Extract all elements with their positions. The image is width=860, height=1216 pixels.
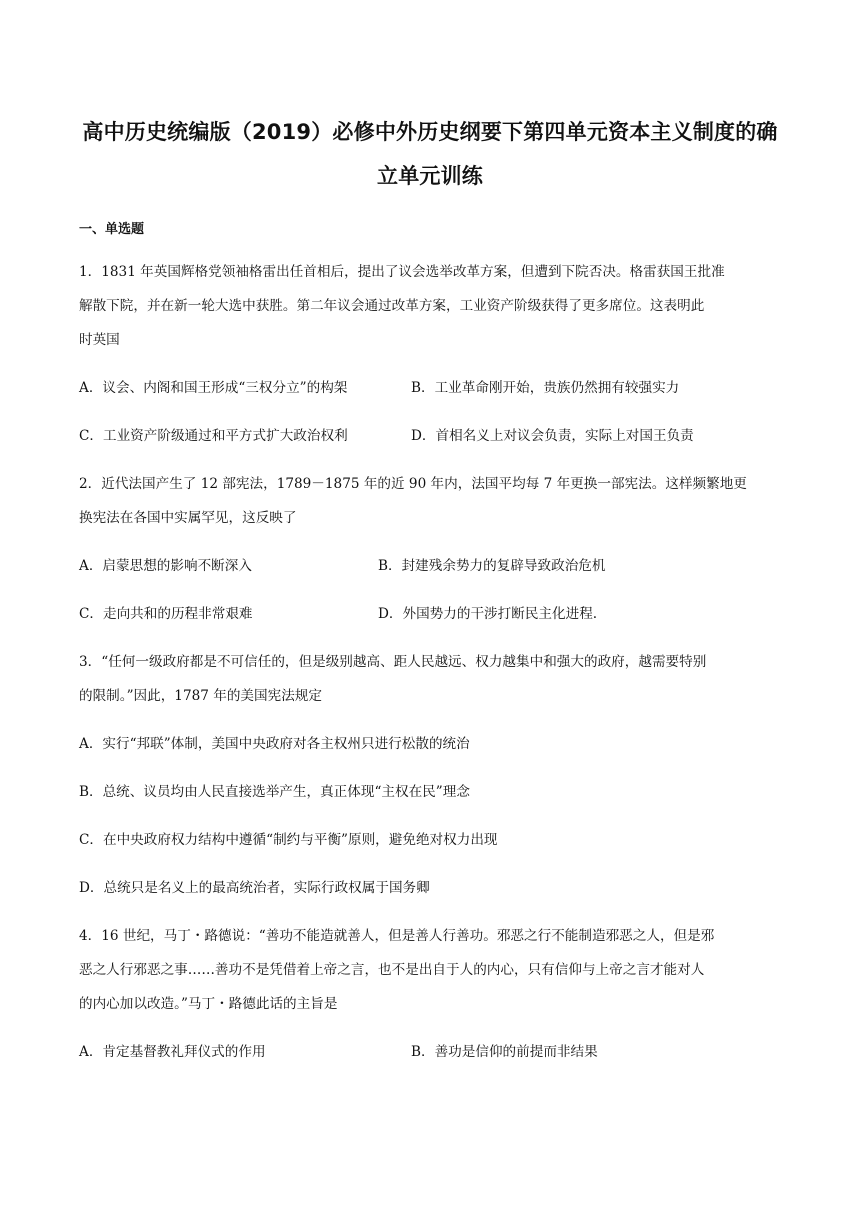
question-2-option-d[interactable]: D．外国势力的干涉打断民主化进程.: [378, 606, 598, 622]
question-1-line-1: 1．1831 年英国辉格党领袖格雷出任首相后，提出了议会选举改革方案，但遭到下院否决。格雷获国王批准: [79, 264, 725, 280]
question-1-option-b[interactable]: B．工业革命刚开始，贵族仍然拥有较强实力: [411, 380, 680, 396]
question-1-option-a[interactable]: A．议会、内阁和国王形成“三权分立”的构架: [79, 380, 348, 396]
section-heading: 一、单选题: [79, 222, 145, 237]
question-4-line-1: 4．16 世纪，马丁・路德说：“善功不能造就善人，但是善人行善功。邪恶之行不能制造邪恶之人，但是邪: [79, 928, 715, 944]
question-4-option-b[interactable]: B．善功是信仰的前提而非结果: [411, 1044, 598, 1060]
question-1-option-c[interactable]: C．工业资产阶级通过和平方式扩大政治权利: [79, 428, 348, 444]
question-3-option-d[interactable]: D．总统只是名义上的最高统治者，实际行政权属于国务卿: [79, 880, 430, 896]
question-2-option-a[interactable]: A．启蒙思想的影响不断深入: [79, 558, 252, 574]
question-1-option-d[interactable]: D．首相名义上对议会负责，实际上对国王负责: [411, 428, 694, 444]
question-3-option-c[interactable]: C．在中央政府权力结构中遵循“制约与平衡”原则，避免绝对权力出现: [79, 832, 498, 848]
question-3-line-1: 3．“任何一级政府都是不可信任的，但是级别越高、距人民越远、权力越集中和强大的政府，越需要特别: [79, 654, 707, 670]
question-3-line-2: 的限制。”因此，1787 年的美国宪法规定: [79, 688, 322, 704]
question-1-line-3: 时英国: [79, 332, 120, 348]
question-1-line-2: 解散下院，并在新一轮大选中获胜。第二年议会通过改革方案，工业资产阶级获得了更多席位。这表明此: [79, 298, 705, 314]
question-4-line-3: 的内心加以改造。”马丁・路德此话的主旨是: [79, 996, 338, 1012]
question-4-option-a[interactable]: A．肯定基督教礼拜仪式的作用: [79, 1044, 266, 1060]
question-2-line-2: 换宪法在各国中实属罕见，这反映了: [79, 510, 297, 526]
question-4-line-2: 恶之人行邪恶之事……善功不是凭借着上帝之言，也不是出自于人的内心，只有信仰与上帝之言才能对人: [79, 962, 705, 978]
question-3-option-b[interactable]: B．总统、议员均由人民直接选举产生，真正体现“主权在民”理念: [79, 784, 470, 800]
document-title-line-2: 立单元训练: [377, 164, 483, 188]
question-3-option-a[interactable]: A．实行“邦联”体制，美国中央政府对各主权州只进行松散的统治: [79, 736, 470, 752]
document-title-line-1: 高中历史统编版（2019）必修中外历史纲要下第四单元资本主义制度的确: [82, 120, 778, 144]
question-2-line-1: 2．近代法国产生了 12 部宪法，1789－1875 年的近 90 年内，法国平均每 7 年更换一部宪法。这样频繁地更: [79, 476, 747, 492]
question-2-option-b[interactable]: B．封建残余势力的复辟导致政治危机: [378, 558, 606, 574]
question-2-option-c[interactable]: C．走向共和的历程非常艰难: [79, 606, 253, 622]
